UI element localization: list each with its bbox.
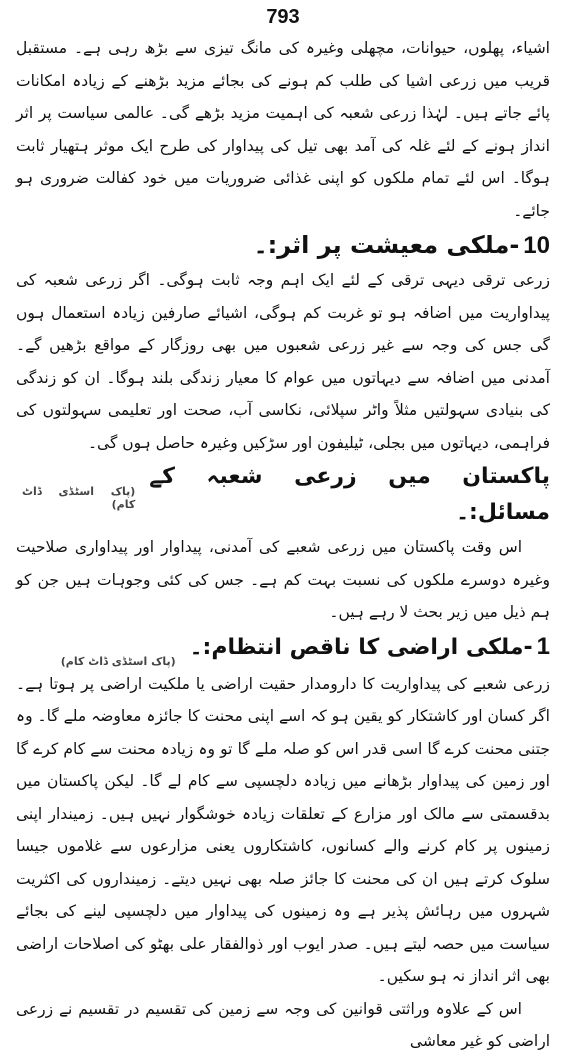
watermark-label: (پاک اسٹڈی ڈاٹ کام)	[22, 485, 136, 511]
section-10-number: 10	[523, 232, 550, 259]
section-10-paragraph: زرعی ترقی دیہی ترقی کے لئے ایک اہم وجہ ثابت ہوگی۔ اگر زرعی شعبہ کی پیداواریت میں اضافہ ہو تو غربت کم ہوگی، اشیائے صارفین زیادہ استعمال ہوں گی جس کی وجہ سے غیر زرعی شعبوں میں بھی روزگار کے مواقع بڑھیں گے۔ آمدنی میں اضافہ سے دیہاتوں میں عوام کا معیار زندگی بلند ہوگا۔ ان کو زندگی کی بنیادی سہولتیں مثلاً واٹر سپلائی، نکاسی آب، صحت اور تعلیمی سہولتوں کی فراہمی، دیہاتوں میں بجلی، ٹیلیفون اور سڑکیں وغیرہ حاصل ہوں گی۔	[16, 271, 550, 452]
section-1-paragraph: زرعی شعبے کی پیداواریت کا دارومدار حقیت اراضی یا ملکیت اراضی پر ہوتا ہے۔ اگر کسان اور کاشتکار کو یقین ہو کہ اسے اپنی محنت کا جائزہ معاوضہ ملے گا۔ وہ جتنی محنت کرے گا اسی قدر اس کو صلہ ملے گا تو وہ زیادہ محنت سے کام کرے گا اور زمین کی پیداوار بڑھانے میں زیادہ دلچسپی سے کام لے گا۔ لیکن پاکستان میں بدقسمتی سے مالک اور مزارع کے تعلقات زیادہ خوشگوار نہیں ہیں۔ زمیندار اپنی زمینوں پر کام کرنے والے کسانوں، کاشتکاروں یعنی مزارعوں سے غلاموں جیسا سلوک کرتے ہیں ان کی محنت کا جائز صلہ بھی نہیں دیتے۔ زمینداروں کی اکثریت شہروں میں رہائش پذیر ہے وہ زمینوں کی پیداوار میں دلچسپی لینے کی بجائے سیاست میں حصہ لیتے ہیں۔ صدر ایوب اور ذوالفقار علی بھٹو کی اصلاحات اراضی بھی اثر انداز نہ ہو سکیں۔	[16, 674, 550, 985]
section-pakistan-paragraph: اس وقت پاکستان میں زرعی شعبے کی آمدنی، پیداوار اور پیداواری صلاحیت وغیرہ دوسرے ملکوں کی نسبت بہت کم ہے۔ جس کی کئی وجوہات ہیں جن کو ہم ذیل میں زیر بحث لا رہے ہیں۔	[16, 538, 550, 621]
section-10-heading-row	[16, 227, 550, 264]
section-1	[16, 629, 550, 1058]
section-1-heading: 1-ملکی اراضی کا ناقص انتظام:۔	[189, 632, 550, 660]
page-number: 793	[266, 6, 300, 28]
section-1-heading-row	[16, 629, 550, 668]
intro-paragraph: اشیاء، پھلوں، حیوانات، مچھلی وغیرہ کی مانگ تیزی سے بڑھ رہی ہے۔ مستقبل قریب میں زرعی اشیا کی طلب کم ہونے کی بجائے مزید بڑھنے کے زیادہ امکانات پائے جاتے ہیں۔ لہٰذا زرعی شعبہ کی اہمیت مزید بڑھے گی۔ عالمی سیاست پر اثر انداز ہونے کے لئے غلہ کی آمد بھی تیل کی پیداوار کی طرح ایک موثر ہتھیار ثابت ہوگا۔ اس لئے تمام ملکوں کو اپنی غذائی ضروریات میں خود کفالت ضروری ہو جائے۔	[16, 39, 550, 220]
section-10-title: ملکی معیشت پر اثر:۔	[253, 231, 510, 259]
section-pakistan-heading-row	[16, 459, 550, 531]
section-1-number: 1	[536, 632, 550, 660]
section-pakistan-heading: پاکستان میں زرعی شعبہ کے مسائل:۔	[149, 464, 550, 525]
section-10-heading: 10-ملکی معیشت پر اثر:۔	[253, 231, 550, 259]
section-1-last-line: اس کے علاوہ وراثتی قوانین کی وجہ سے زمین کی تقسیم در تقسیم نے زرعی اراضی کو غیر معاشی	[16, 999, 550, 1050]
watermark-label: (پاک اسٹڈی ڈاٹ کام)	[60, 654, 176, 668]
section-1-title: ملکی اراضی کا ناقص انتظام:۔	[189, 634, 524, 660]
intro-block	[16, 32, 550, 227]
section-10	[16, 227, 550, 459]
section-pakistan	[16, 459, 550, 629]
